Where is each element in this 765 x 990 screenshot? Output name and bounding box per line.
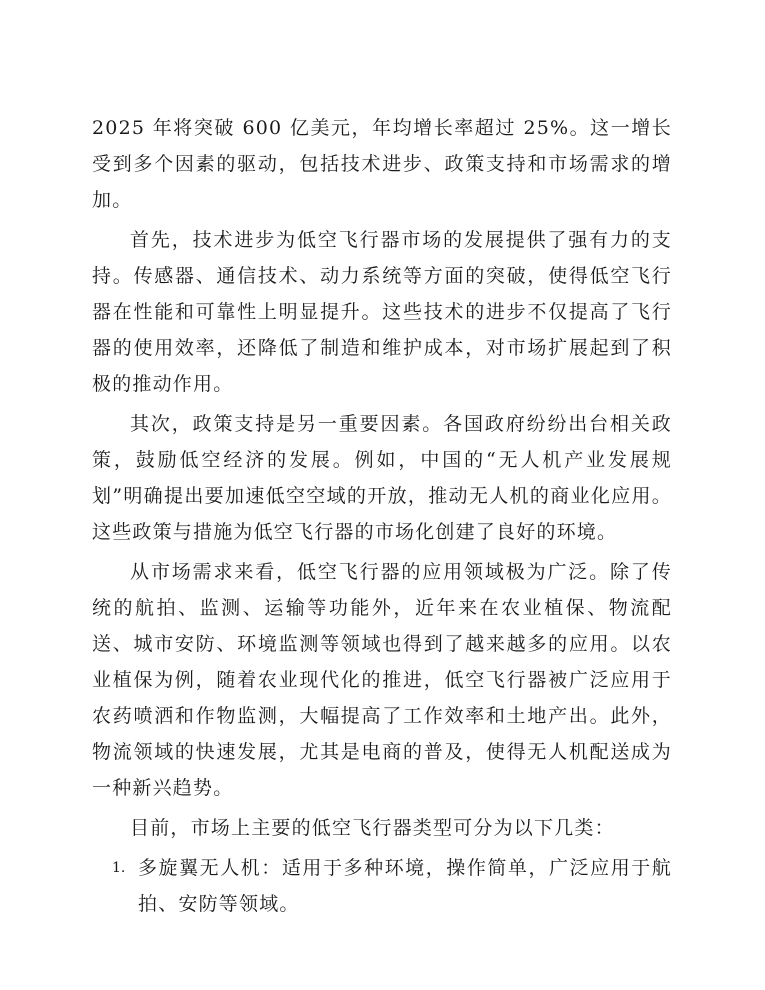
paragraph-technology: 首先，技术进步为低空飞行器市场的发展提供了强有力的支持。传感器、通信技术、动力系统等方面的突破，使得低空飞行器在性能和可靠性上明显提升。这些技术的进步不仅提高了飞行器的使用效率，还降低了制造和维护成本，对市场扩展起到了积极的推动作用。 xyxy=(92,229,672,395)
list-item xyxy=(92,850,672,922)
paragraph-policy: 其次，政策支持是另一重要因素。各国政府纷纷出台相关政策，鼓励低空经济的发展。例如，中国的“无人机产业发展规划”明确提出要加速低空空域的开放，推动无人机的商业化应用。这些政策与措施为低空飞行器的市场化创建了良好的环境。 xyxy=(92,413,672,543)
paragraph-aircraft-types-intro: 目前，市场上主要的低空飞行器类型可分为以下几类： xyxy=(130,817,615,839)
aircraft-type-list xyxy=(92,850,672,922)
list-item-number: 1. xyxy=(112,860,126,876)
document-body xyxy=(92,110,672,922)
list-item-text: 多旋翼无人机：适用于多种环境，操作简单，广泛应用于航拍、安防等领域。 xyxy=(138,857,672,915)
paragraph-market-growth: 2025 年将突破 600 亿美元，年均增长率超过 25%。这一增长受到多个因素的驱动，包括技术进步、政策支持和市场需求的增加。 xyxy=(92,117,672,211)
paragraph-market-demand: 从市场需求来看，低空飞行器的应用领域极为广泛。除了传统的航拍、监测、运输等功能外，近年来在农业植保、物流配送、城市安防、环境监测等领域也得到了越来越多的应用。以农业植保为例，随着农业现代化的推进，低空飞行器被广泛应用于农药喷洒和作物监测，大幅提高了工作效率和土地产出。此外，物流领域的快速发展，尤其是电商的普及，使得无人机配送成为一种新兴趋势。 xyxy=(92,561,672,799)
